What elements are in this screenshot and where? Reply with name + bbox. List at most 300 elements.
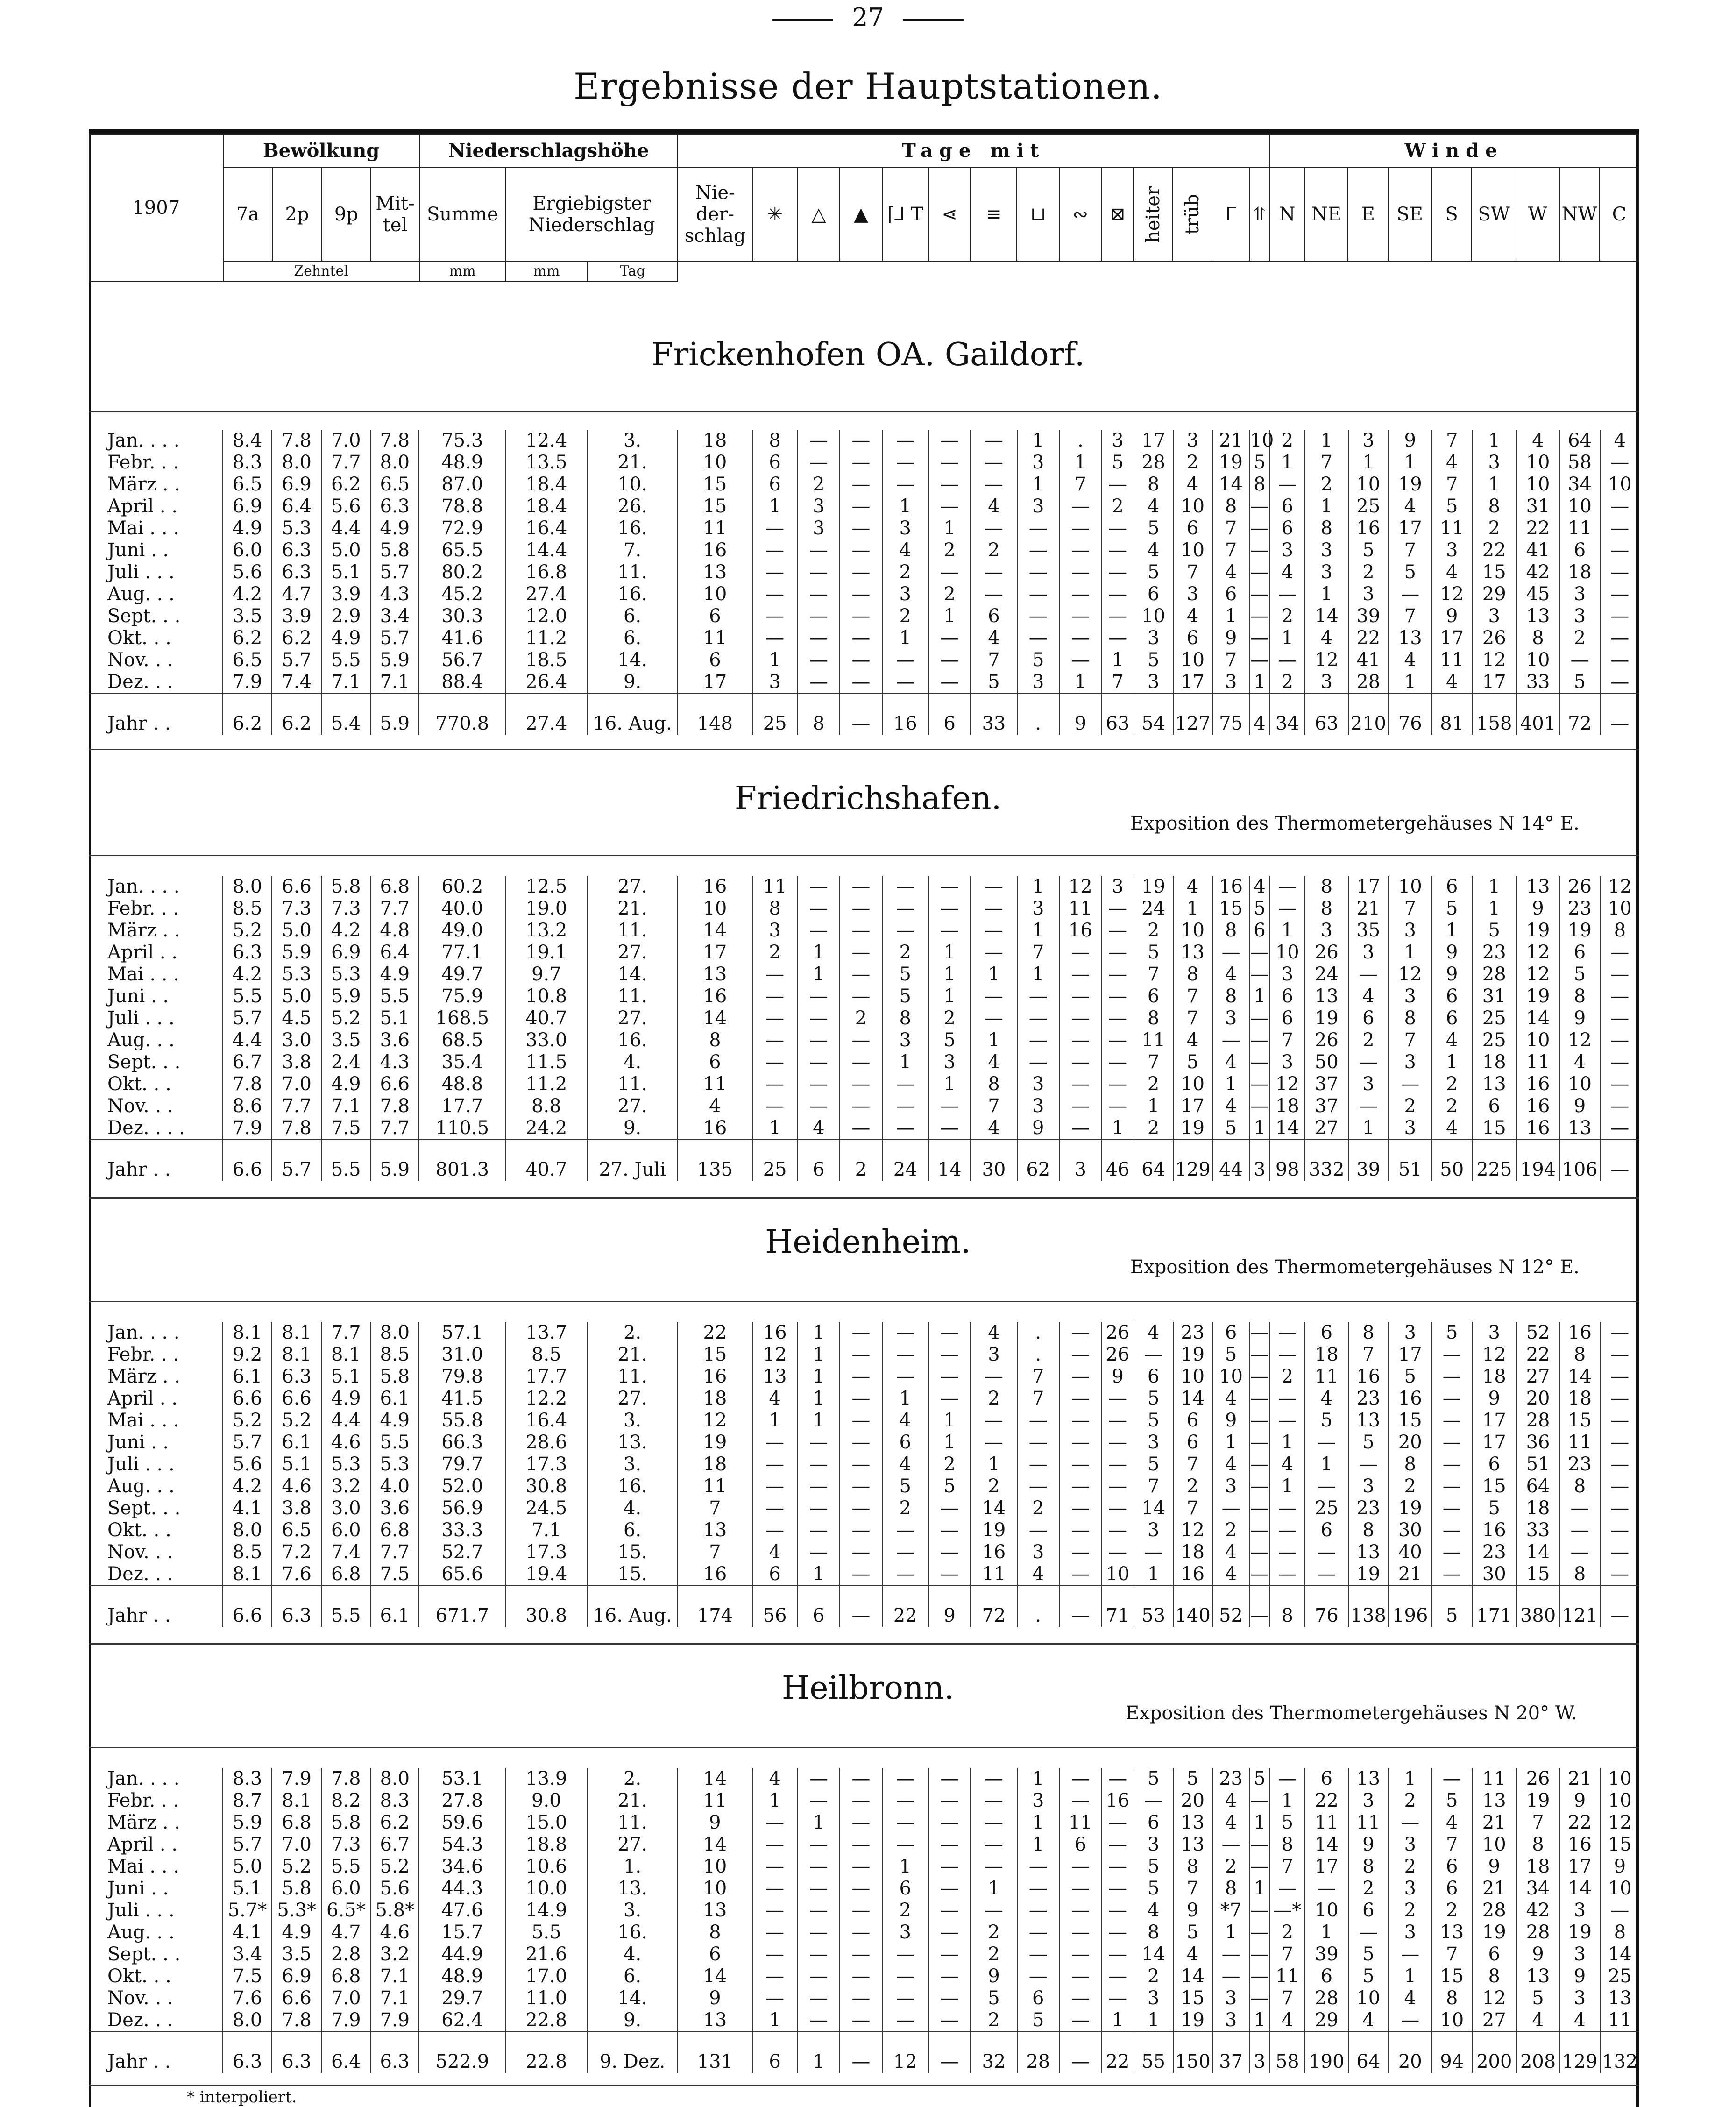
table-cell: 6.1 bbox=[371, 1388, 419, 1410]
table-cell: — bbox=[798, 671, 840, 694]
table-cell: 17.3 bbox=[505, 1541, 587, 1563]
table-cell: 64 bbox=[1559, 430, 1600, 452]
row-label: Dez. . . bbox=[107, 1563, 173, 1585]
table-cell: 14 bbox=[678, 1007, 752, 1029]
table-cell: — bbox=[1250, 1965, 1269, 1987]
table-cell: 21. bbox=[587, 1790, 678, 1812]
table-cell: 5.5 bbox=[321, 1140, 371, 1181]
table-cell: 6 bbox=[1173, 1410, 1212, 1432]
table-cell: 5 bbox=[1432, 1790, 1472, 1812]
table-cell: — bbox=[882, 452, 928, 474]
table-cell: 17 bbox=[1305, 1856, 1348, 1878]
table-cell: — bbox=[928, 920, 971, 942]
table-cell: 11 bbox=[1059, 1812, 1102, 1834]
table-cell: 52.7 bbox=[419, 1541, 505, 1563]
table-cell: 3 bbox=[1559, 605, 1600, 627]
table-cell: 5 bbox=[882, 986, 928, 1007]
row-label: April . . bbox=[107, 1834, 178, 1855]
table-cell: — bbox=[1102, 1073, 1134, 1095]
table-cell: 19 bbox=[1173, 1117, 1212, 1140]
table-cell: 19 bbox=[678, 1432, 752, 1454]
table-cell: 13 bbox=[1559, 1117, 1600, 1140]
table-cell: 65.5 bbox=[419, 539, 505, 561]
table-cell: 18 bbox=[1305, 1344, 1348, 1366]
table-cell: — bbox=[1270, 474, 1305, 496]
table-cell: 7 bbox=[1017, 942, 1060, 964]
table-cell: 21 bbox=[1389, 1563, 1432, 1586]
table-cell: 6 bbox=[1270, 518, 1305, 539]
table-cell: 16 bbox=[882, 694, 928, 735]
table-cell: 13 bbox=[1348, 1768, 1389, 1790]
header-bew-mittel: Mit-tel bbox=[371, 168, 419, 261]
table-cell: 4 bbox=[1249, 876, 1269, 898]
table-cell: — bbox=[1102, 1856, 1134, 1878]
table-cell: 16. bbox=[587, 1476, 678, 1497]
table-cell: 35.4 bbox=[419, 1051, 505, 1073]
table-cell: 3 bbox=[882, 1922, 928, 1944]
table-cell: — bbox=[971, 920, 1017, 942]
table-cell: 10.0 bbox=[505, 1878, 587, 1900]
row-label: Nov. . . bbox=[107, 649, 173, 671]
header-wind-ne: NE bbox=[1305, 168, 1348, 261]
table-cell: 7.1 bbox=[371, 1987, 419, 2009]
table-cell: 28 bbox=[1348, 671, 1389, 694]
table-cell: 522.9 bbox=[419, 2032, 505, 2073]
row-label: Jan. . . . bbox=[107, 876, 180, 897]
table-cell: — bbox=[1059, 539, 1102, 561]
table-cell: 6 bbox=[928, 694, 971, 735]
table-cell: — bbox=[1600, 1366, 1639, 1388]
table-cell: — bbox=[752, 964, 798, 986]
table-cell: — bbox=[1270, 1388, 1305, 1410]
table-cell: 26 bbox=[1305, 942, 1348, 964]
table-cell: — bbox=[1600, 986, 1639, 1007]
table-cell: 7.8 bbox=[371, 1095, 419, 1117]
table-cell: 27. bbox=[587, 1007, 678, 1029]
table-cell: — bbox=[928, 1944, 971, 1965]
table-cell: 27. bbox=[587, 1834, 678, 1856]
table-cell: 6 bbox=[1173, 1432, 1212, 1454]
table-cell: 3 bbox=[1017, 671, 1060, 694]
table-row bbox=[89, 1944, 1639, 1965]
table-cell: — bbox=[1250, 1051, 1269, 1073]
table-cell: 4.8 bbox=[371, 920, 419, 942]
table-cell: 1 bbox=[798, 942, 840, 964]
table-cell: 15 bbox=[1432, 1965, 1472, 1987]
row-label: Nov. . . bbox=[107, 1541, 173, 1563]
table-cell: — bbox=[1102, 474, 1134, 496]
table-cell: 1 bbox=[1212, 1922, 1250, 1944]
table-cell: 62 bbox=[1017, 1140, 1060, 1181]
table-cell: 7.4 bbox=[272, 671, 321, 694]
table-cell: — bbox=[1017, 1519, 1060, 1541]
table-cell: 1 bbox=[1017, 1834, 1060, 1856]
table-cell: 6 bbox=[1432, 1007, 1472, 1029]
table-cell: 39 bbox=[1348, 605, 1389, 627]
table-cell: 2 bbox=[882, 1497, 928, 1519]
table-cell: 1 bbox=[798, 1410, 840, 1432]
table-cell: 21 bbox=[1348, 898, 1389, 920]
table-cell: — bbox=[840, 1586, 882, 1627]
table-cell: 17 bbox=[678, 942, 752, 964]
row-label: Okt. . . bbox=[107, 1965, 171, 1987]
table-cell: — bbox=[798, 1856, 840, 1878]
table-cell: 8.1 bbox=[223, 1563, 272, 1586]
table-cell: 18.4 bbox=[505, 496, 587, 518]
table-cell: — bbox=[1059, 964, 1102, 986]
table-cell: 10 bbox=[1173, 1073, 1212, 1095]
table-cell: 34 bbox=[1559, 474, 1600, 496]
table-cell: 11 bbox=[971, 1563, 1017, 1586]
table-cell: 135 bbox=[678, 1140, 752, 1181]
table-cell: — bbox=[1250, 583, 1269, 605]
table-cell: 36 bbox=[1516, 1432, 1560, 1454]
table-cell: 8.1 bbox=[272, 1790, 321, 1812]
table-cell: 11 bbox=[1516, 1051, 1560, 1073]
table-cell: — bbox=[882, 1790, 928, 1812]
table-cell: 8 bbox=[1173, 1856, 1212, 1878]
table-cell: 44.3 bbox=[419, 1878, 505, 1900]
table-row bbox=[89, 1432, 1639, 1454]
table-cell: 7.5 bbox=[223, 1965, 272, 1987]
table-cell: 19.4 bbox=[505, 1563, 587, 1586]
table-cell: — bbox=[1059, 1410, 1102, 1432]
table-cell: — bbox=[928, 1563, 971, 1586]
table-cell: 9 bbox=[1559, 1965, 1600, 1987]
table-cell: 13. bbox=[587, 1878, 678, 1900]
table-cell: 1 bbox=[1212, 1073, 1250, 1095]
table-cell: 4 bbox=[1432, 1117, 1472, 1140]
table-cell: 8 bbox=[1559, 1344, 1600, 1366]
table-row-year bbox=[89, 2032, 1639, 2073]
table-cell: 32 bbox=[971, 2032, 1017, 2073]
table-cell: 18.8 bbox=[505, 1834, 587, 1856]
table-cell: 4 bbox=[1270, 561, 1305, 583]
table-cell: 18 bbox=[1516, 1856, 1560, 1878]
table-cell: 11.2 bbox=[505, 1073, 587, 1095]
table-cell: 58 bbox=[1559, 452, 1600, 474]
table-cell: — bbox=[840, 942, 882, 964]
table-cell: 30.3 bbox=[419, 605, 505, 627]
table-cell: 7 bbox=[1134, 1051, 1173, 1073]
table-cell: 3 bbox=[1270, 1051, 1305, 1073]
table-cell: 3 bbox=[1389, 1834, 1432, 1856]
table-cell: 1 bbox=[798, 1812, 840, 1834]
table-cell: 7.8 bbox=[272, 1117, 321, 1140]
table-cell: 1 bbox=[928, 1432, 971, 1454]
table-cell: 1 bbox=[882, 1051, 928, 1073]
table-cell: — bbox=[840, 1812, 882, 1834]
table-cell: 13 bbox=[1305, 986, 1348, 1007]
table-row bbox=[89, 1519, 1639, 1541]
table-cell: 17 bbox=[1472, 1410, 1516, 1432]
table-cell: 13.5 bbox=[505, 452, 587, 474]
table-cell: 2 bbox=[971, 1922, 1017, 1944]
table-cell: — bbox=[840, 474, 882, 496]
table-cell: 16 bbox=[971, 1541, 1017, 1563]
table-cell: 17 bbox=[1472, 1432, 1516, 1454]
table-cell: — bbox=[1600, 1140, 1639, 1181]
table-cell: 4 bbox=[1173, 474, 1212, 496]
table-cell: — bbox=[1250, 1073, 1269, 1095]
table-cell: — bbox=[971, 1410, 1017, 1432]
table-cell: 3 bbox=[1017, 1095, 1060, 1117]
table-cell: 25 bbox=[752, 694, 798, 735]
table-cell: 49.0 bbox=[419, 920, 505, 942]
table-cell: 7.6 bbox=[272, 1563, 321, 1586]
table-cell: 25 bbox=[1472, 1007, 1516, 1029]
table-cell: — bbox=[1250, 1944, 1269, 1965]
row-label: Aug. . . bbox=[107, 1029, 175, 1051]
table-cell: — bbox=[752, 1432, 798, 1454]
table-cell: 14 bbox=[1173, 1388, 1212, 1410]
table-cell: 1 bbox=[1017, 1768, 1060, 1790]
table-cell: 27. bbox=[587, 876, 678, 898]
table-cell: 6.2 bbox=[223, 627, 272, 649]
table-cell: 28 bbox=[1516, 1410, 1560, 1432]
table-cell: — bbox=[1102, 1454, 1134, 1476]
table-cell: 6. bbox=[587, 1965, 678, 1987]
table-cell: — bbox=[1059, 1432, 1102, 1454]
table-cell: 4.9 bbox=[223, 518, 272, 539]
table-cell: 5.5 bbox=[371, 986, 419, 1007]
header-wind-sw: SW bbox=[1472, 168, 1516, 261]
table-cell: — bbox=[1600, 1388, 1639, 1410]
table-cell: 6 bbox=[1348, 1007, 1389, 1029]
table-cell: 14 bbox=[1516, 1007, 1560, 1029]
table-row bbox=[89, 1007, 1639, 1029]
table-cell: 11. bbox=[587, 1812, 678, 1834]
table-cell: 3 bbox=[1348, 1073, 1389, 1095]
table-cell: — bbox=[1348, 1922, 1389, 1944]
table-cell: 4.3 bbox=[371, 583, 419, 605]
table-cell: 4 bbox=[1305, 627, 1348, 649]
table-cell: 1 bbox=[971, 1029, 1017, 1051]
table-cell: 6.5 bbox=[272, 1519, 321, 1541]
table-cell: — bbox=[752, 539, 798, 561]
table-cell: — bbox=[840, 539, 882, 561]
table-row bbox=[89, 583, 1639, 605]
table-cell: 7 bbox=[1270, 1987, 1305, 2009]
table-cell: 4.2 bbox=[223, 964, 272, 986]
table-cell: 13 bbox=[678, 964, 752, 986]
table-cell: 4. bbox=[587, 1497, 678, 1519]
table-cell: 5 bbox=[1134, 1410, 1173, 1432]
table-cell: 1 bbox=[1017, 920, 1060, 942]
table-cell: 6.9 bbox=[321, 942, 371, 964]
table-cell: 5 bbox=[1017, 649, 1060, 671]
table-cell: 8 bbox=[1249, 474, 1269, 496]
table-cell: 14 bbox=[1134, 1944, 1173, 1965]
table-cell: — bbox=[1134, 1790, 1173, 1812]
table-cell: 5.1 bbox=[272, 1454, 321, 1476]
header-erg-mm: mm bbox=[506, 261, 588, 282]
table-cell: 7.1 bbox=[321, 1095, 371, 1117]
table-cell: 5.8 bbox=[321, 1812, 371, 1834]
table-cell: 4 bbox=[1249, 694, 1269, 735]
table-cell: 5 bbox=[1134, 518, 1173, 539]
table-cell: 5.9 bbox=[321, 986, 371, 1007]
table-cell: — bbox=[1250, 1497, 1269, 1519]
table-cell: 81 bbox=[1432, 694, 1472, 735]
table-cell: — bbox=[1102, 964, 1134, 986]
row-label: Aug. . . bbox=[107, 583, 175, 605]
table-cell: 14 bbox=[1600, 1944, 1639, 1965]
table-cell: — bbox=[840, 671, 882, 694]
table-cell: — bbox=[928, 1856, 971, 1878]
table-cell: 40.0 bbox=[419, 898, 505, 920]
table-cell: 2 bbox=[1389, 1476, 1432, 1497]
table-cell: 1 bbox=[1102, 649, 1134, 671]
row-label: Juni . . bbox=[107, 986, 169, 1007]
table-cell: 15 bbox=[1472, 1117, 1516, 1140]
table-cell: — bbox=[840, 1322, 882, 1344]
table-cell: 31 bbox=[1516, 496, 1560, 518]
table-cell: — bbox=[798, 1965, 840, 1987]
row-label: Juli . . . bbox=[107, 561, 175, 583]
station-exposition-3: Exposition des Thermometergehäuses N 20° W. bbox=[1126, 1703, 1577, 1724]
table-cell: — bbox=[1250, 1432, 1269, 1453]
table-cell: 10 bbox=[1250, 430, 1274, 451]
row-label: März . . bbox=[107, 920, 180, 941]
table-cell: 22 bbox=[1472, 539, 1516, 561]
table-cell: 671.7 bbox=[419, 1586, 505, 1627]
table-cell: 41.6 bbox=[419, 627, 505, 649]
table-cell: — bbox=[1250, 1519, 1269, 1541]
table-cell: 79.7 bbox=[419, 1454, 505, 1476]
table-cell: — bbox=[798, 452, 840, 474]
table-cell: 4 bbox=[752, 1541, 798, 1563]
table-cell: 3 bbox=[1348, 583, 1389, 605]
table-cell: 13 bbox=[1432, 1922, 1472, 1944]
table-cell: 4 bbox=[1559, 2009, 1600, 2032]
table-cell: 25 bbox=[1600, 1965, 1639, 1987]
table-cell: 7.8 bbox=[272, 2009, 321, 2032]
table-cell: 801.3 bbox=[419, 1140, 505, 1181]
table-cell: — bbox=[1305, 1563, 1348, 1586]
row-label: Juli . . . bbox=[107, 1454, 175, 1475]
table-cell: 1 bbox=[928, 518, 971, 539]
table-cell: — bbox=[1017, 986, 1060, 1007]
table-cell: — bbox=[928, 1388, 971, 1410]
table-cell: — bbox=[840, 1563, 882, 1586]
table-cell: 5.2 bbox=[272, 1410, 321, 1432]
station-table-1 bbox=[89, 876, 1639, 1181]
table-cell: — bbox=[1270, 583, 1305, 605]
table-cell: — bbox=[752, 1073, 798, 1095]
table-cell: 11 bbox=[1472, 1768, 1516, 1790]
table-cell: 7.8 bbox=[223, 1073, 272, 1095]
table-cell: — bbox=[882, 430, 928, 452]
table-cell: 7.7 bbox=[371, 1117, 419, 1140]
table-cell: — bbox=[1017, 1965, 1060, 1987]
table-cell: — bbox=[840, 1519, 882, 1541]
table-cell: — bbox=[971, 1432, 1017, 1454]
table-cell: 16. bbox=[587, 583, 678, 605]
table-cell: — bbox=[1600, 539, 1639, 561]
table-cell: — bbox=[840, 1476, 882, 1497]
table-cell: 63 bbox=[1305, 694, 1348, 735]
table-cell: — bbox=[840, 1366, 882, 1388]
table-cell: 35 bbox=[1348, 920, 1389, 942]
table-cell: 13 bbox=[1600, 1987, 1639, 2009]
table-cell: 3 bbox=[1173, 430, 1212, 452]
table-cell: 3 bbox=[1559, 1900, 1600, 1922]
table-cell: 8.3 bbox=[223, 1768, 272, 1790]
table-cell: 7.9 bbox=[371, 2009, 419, 2032]
table-row bbox=[89, 1965, 1639, 1987]
table-cell: — bbox=[1059, 1922, 1102, 1944]
table-cell: — bbox=[1250, 1366, 1269, 1387]
table-cell: 7 bbox=[1432, 1834, 1472, 1856]
table-cell: 5 bbox=[1348, 1432, 1389, 1454]
table-cell: 52.0 bbox=[419, 1476, 505, 1497]
table-cell: 14. bbox=[587, 1987, 678, 2009]
table-cell: — bbox=[798, 430, 840, 452]
table-cell: 7 bbox=[1432, 430, 1472, 452]
station-table-3 bbox=[89, 1768, 1639, 2073]
table-row bbox=[89, 452, 1639, 474]
table-cell: — bbox=[1250, 1388, 1269, 1409]
table-cell: 19 bbox=[1559, 920, 1600, 942]
table-cell: — bbox=[1432, 1563, 1472, 1586]
table-cell: 6.2 bbox=[272, 694, 321, 735]
table-cell: 6.8 bbox=[371, 876, 419, 898]
table-cell: 11 bbox=[1348, 1812, 1389, 1834]
table-cell: — bbox=[1059, 1029, 1102, 1051]
table-cell: — bbox=[798, 1029, 840, 1051]
table-cell: 1 bbox=[928, 964, 971, 986]
table-cell: — bbox=[882, 1519, 928, 1541]
table-cell: — bbox=[752, 1519, 798, 1541]
table-cell: 3 bbox=[1102, 876, 1134, 898]
table-cell: — bbox=[798, 1497, 840, 1519]
table-cell: — bbox=[1102, 1476, 1134, 1497]
table-cell: 131 bbox=[678, 2032, 752, 2073]
table-cell: 6 bbox=[798, 1586, 840, 1627]
table-cell: 4 bbox=[1432, 561, 1472, 583]
table-cell: 8.0 bbox=[371, 1322, 419, 1344]
table-cell: 7.3 bbox=[272, 898, 321, 920]
table-cell: 6.6 bbox=[272, 876, 321, 898]
table-cell: 6 bbox=[1173, 518, 1212, 539]
table-cell: 15.7 bbox=[419, 1922, 505, 1944]
row-label: April . . bbox=[107, 1388, 178, 1409]
table-cell: — bbox=[752, 627, 798, 649]
table-cell: 4.7 bbox=[272, 583, 321, 605]
table-cell: — bbox=[1102, 1834, 1134, 1856]
table-cell: — bbox=[971, 942, 1017, 964]
table-cell: 58 bbox=[1270, 2032, 1305, 2073]
table-cell: 17 bbox=[1348, 876, 1389, 898]
row-label: Febr. . . bbox=[107, 1790, 179, 1811]
table-cell: 5 bbox=[1249, 1768, 1269, 1790]
table-cell: . bbox=[1017, 1586, 1060, 1627]
table-cell: — bbox=[1250, 1454, 1269, 1475]
table-cell: 13 bbox=[1516, 1965, 1560, 1987]
table-cell: — bbox=[840, 1388, 882, 1410]
table-cell: 7.9 bbox=[321, 2009, 371, 2032]
table-cell: — bbox=[1250, 1922, 1269, 1943]
table-cell: 7.2 bbox=[272, 1541, 321, 1563]
table-cell: 8 bbox=[1173, 964, 1212, 986]
station-title-1: Friedrichshafen. bbox=[734, 780, 1002, 817]
table-cell: — bbox=[1270, 1344, 1305, 1366]
table-cell: 40.7 bbox=[505, 1140, 587, 1181]
table-cell: — bbox=[1600, 452, 1639, 474]
table-cell: 49.7 bbox=[419, 964, 505, 986]
table-cell: 15 bbox=[1212, 898, 1250, 920]
